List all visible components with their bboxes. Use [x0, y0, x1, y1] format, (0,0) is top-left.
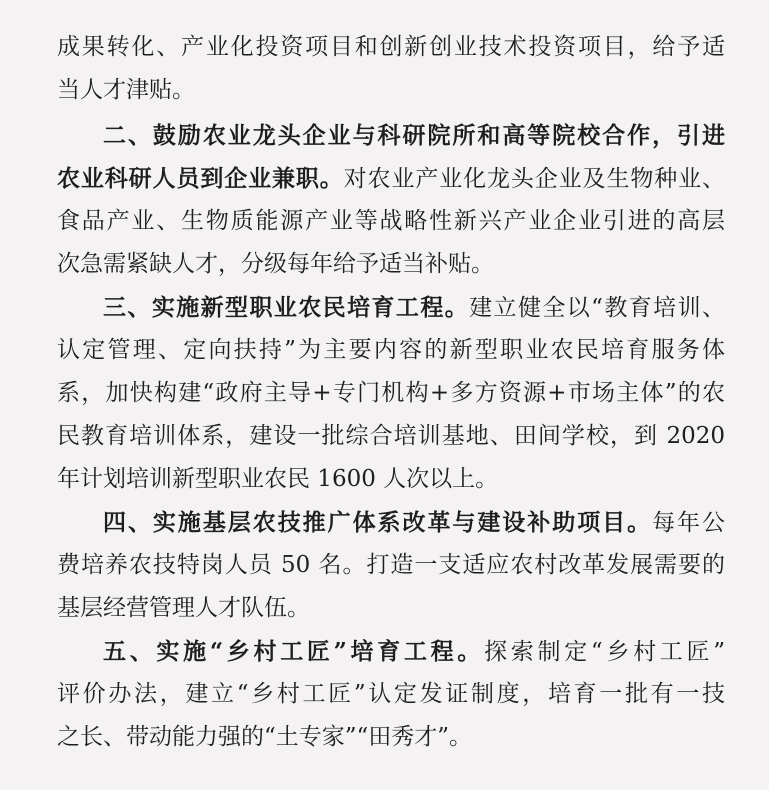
text-line: [57, 501, 725, 544]
text-line: [57, 69, 725, 112]
line-text: 食品产业、生物质能源产业等战略性新兴产业企业引进的高层: [57, 208, 725, 234]
section-heading: 二、鼓励农业龙头企业与科研院所和高等院校合作，引进: [103, 122, 725, 149]
line-text: 建立健全以“教育培训、: [469, 295, 725, 321]
line-text: 费培养农技特岗人员 50 名。打造一支适应农村改革发展需要的: [57, 552, 725, 578]
text-line: [57, 544, 725, 587]
paragraph-item-3: [57, 286, 725, 501]
section-heading: 四、实施基层农技推广体系改革与建设补助项目。: [103, 509, 653, 536]
line-text: 系，加快构建“政府主导+专门机构+多方资源+市场主体”的农: [57, 380, 725, 406]
text-line: [57, 630, 725, 673]
text-line: [57, 415, 725, 458]
line-text: 之长、带动能力强的“土专家”“田秀才”。: [57, 724, 473, 750]
line-text: 认定管理、定向扶持”为主要内容的新型职业农民培育服务体: [57, 337, 725, 363]
text-line: [57, 329, 725, 372]
line-text: 次急需紧缺人才，分级每年给予适当补贴。: [57, 251, 494, 277]
text-line: [57, 673, 725, 716]
line-text: 基层经营管理人才队伍。: [57, 595, 310, 621]
line-text: 年计划培训新型职业农民 1600 人次以上。: [57, 466, 499, 492]
text-line: [57, 157, 725, 200]
section-heading: 五、实施“乡村工匠”培育工程。: [103, 638, 485, 665]
text-line: [57, 587, 725, 630]
text-line: [57, 114, 725, 157]
paragraph-talent-subsidy-end: [57, 26, 725, 112]
section-heading: 农业科研人员到企业兼职。: [57, 165, 344, 192]
text-line: [57, 458, 725, 501]
line-text: 对农业产业化龙头企业及生物种业、: [343, 166, 726, 192]
paragraph-item-2: [57, 114, 725, 286]
line-text: 探索制定“乡村工匠”: [484, 639, 725, 665]
line-text: 评价办法，建立“乡村工匠”认定发证制度，培育一批有一技: [57, 681, 725, 707]
line-text: 当人才津贴。: [57, 77, 195, 103]
text-line: [57, 372, 725, 415]
paragraph-item-4: [57, 501, 725, 630]
paragraph-item-5: [57, 630, 725, 759]
text-line: [57, 200, 725, 243]
line-text: 民教育培训体系，建设一批综合培训基地、田间学校，到 2020: [57, 423, 725, 449]
line-text: 成果转化、产业化投资项目和创新创业技术投资项目，给予适: [57, 34, 725, 60]
text-line: [57, 243, 725, 286]
line-text: 每年公: [652, 510, 726, 536]
section-heading: 三、实施新型职业农民培育工程。: [103, 294, 470, 321]
text-line: [57, 26, 725, 69]
text-line: [57, 286, 725, 329]
text-line: [57, 716, 725, 759]
